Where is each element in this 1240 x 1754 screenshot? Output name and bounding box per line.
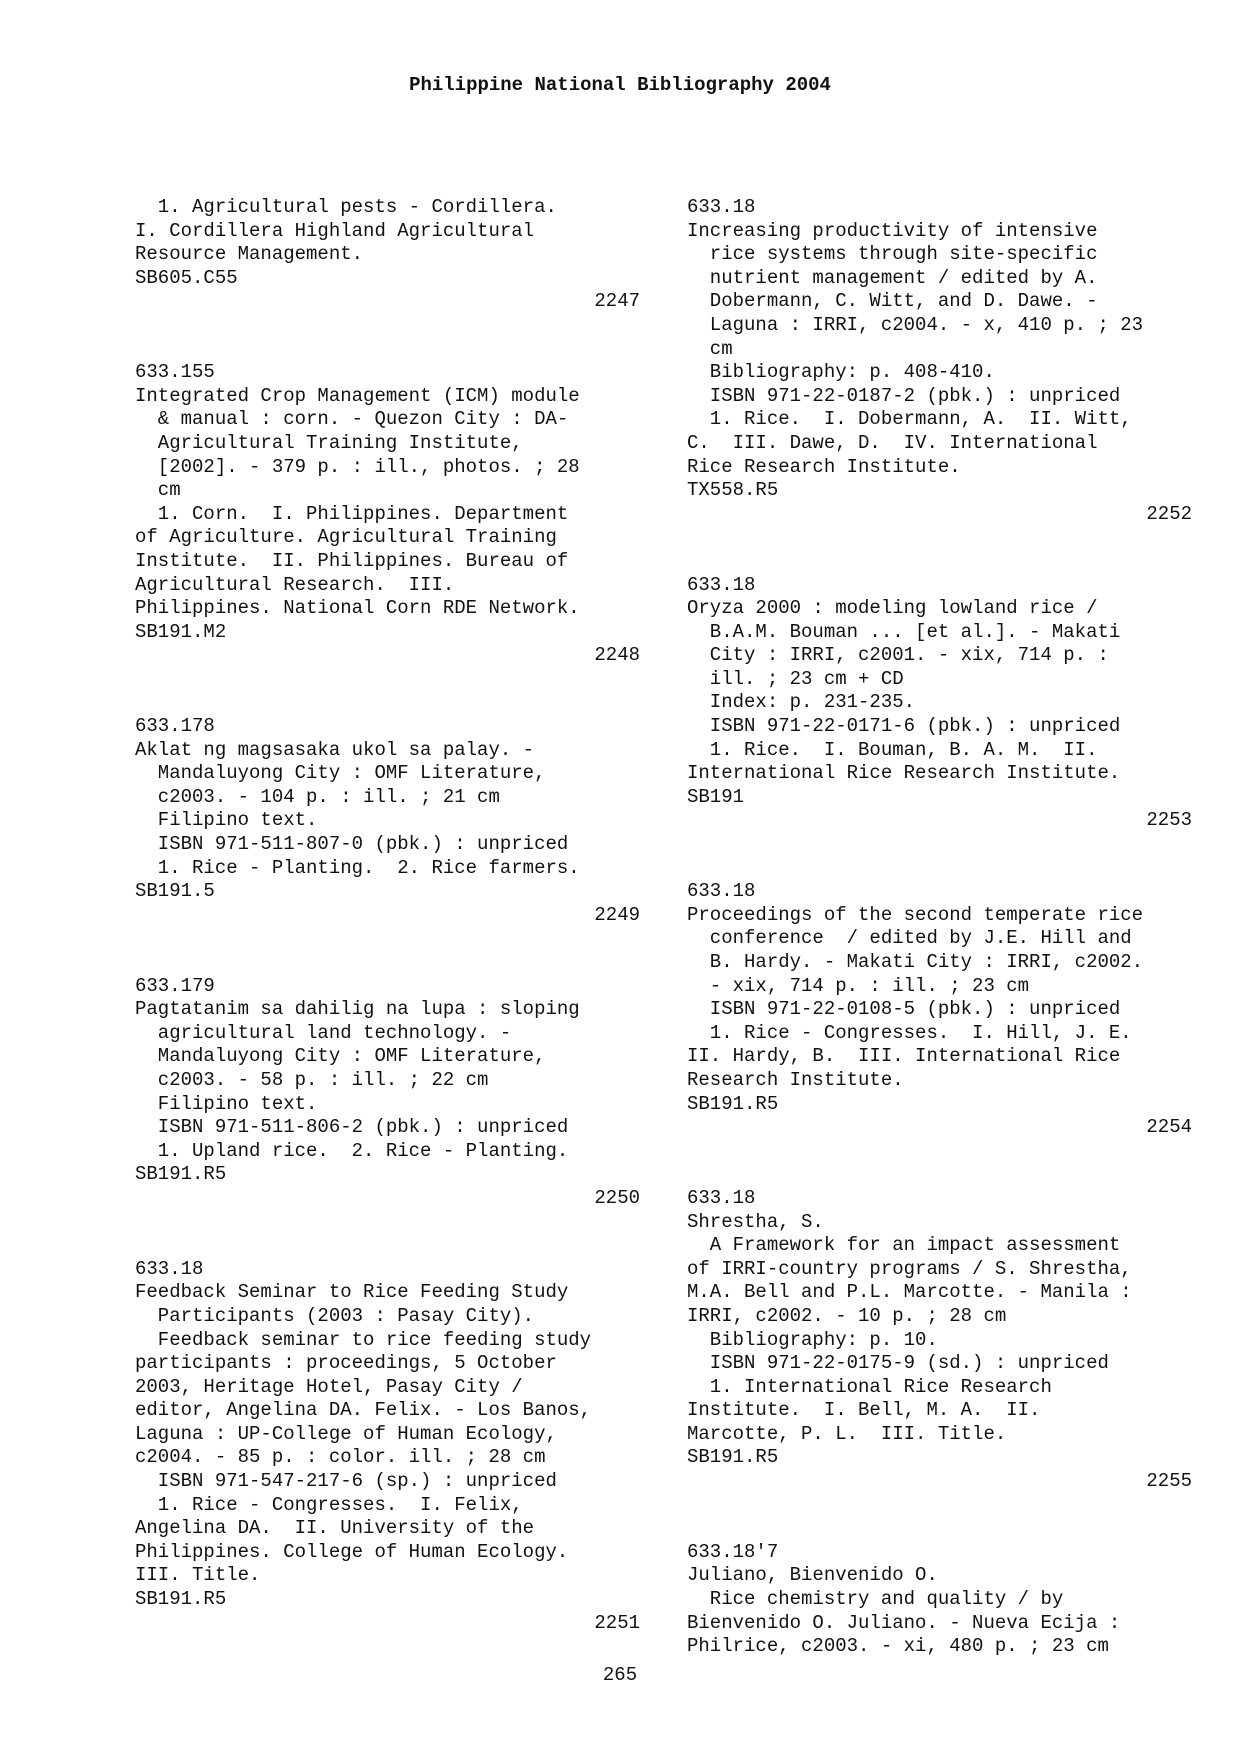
entry-line: Bibliography: p. 10. xyxy=(687,1328,938,1351)
entry-number: 2255 xyxy=(1146,1470,1192,1493)
right-column xyxy=(687,196,1192,1659)
entry-line: Angelina DA. II. University of the xyxy=(135,1517,535,1540)
entry-line: cm xyxy=(687,337,733,360)
entry-line: ISBN 971-511-807-0 (pbk.) : unpriced xyxy=(135,833,569,856)
entry-line: SB191.5 xyxy=(135,880,215,903)
entry-line: nutrient management / edited by A. xyxy=(687,266,1098,289)
entry-line: A Framework for an impact assessment xyxy=(687,1234,1121,1257)
entry-number: 2251 xyxy=(594,1611,640,1634)
entry-line: Agricultural Training Institute, xyxy=(135,431,523,454)
entry-line: 2003, Heritage Hotel, Pasay City / xyxy=(135,1375,523,1398)
entry-line: 1. Rice - Congresses. I. Felix, xyxy=(135,1493,523,1516)
bibliography-entry xyxy=(135,975,640,1211)
entry-line: c2003. - 58 p. : ill. ; 22 cm xyxy=(135,1068,489,1091)
entry-line: 1. Rice - Planting. 2. Rice farmers. xyxy=(135,856,580,879)
entry-line: agricultural land technology. - xyxy=(135,1021,512,1044)
entry-line: 633.179 xyxy=(135,974,215,997)
entry-line: ISBN 971-22-0175-9 (sd.) : unpriced xyxy=(687,1352,1109,1375)
bibliography-entry xyxy=(687,1187,1192,1494)
entry-line: participants : proceedings, 5 October xyxy=(135,1352,557,1375)
entry-line: ISBN 971-22-0108-5 (pbk.) : unpriced xyxy=(687,998,1121,1021)
entry-line: conference / edited by J.E. Hill and xyxy=(687,927,1132,950)
entry-line: International Rice Research Institute. xyxy=(687,762,1121,785)
entry-line: Participants (2003 : Pasay City). xyxy=(135,1304,535,1327)
entry-line: Bibliography: p. 408-410. xyxy=(687,361,995,384)
entry-line: Filipino text. xyxy=(135,1092,318,1115)
entry-line: II. Hardy, B. III. International Rice xyxy=(687,1045,1121,1068)
entry-line: 633.18 xyxy=(687,573,756,596)
entry-line: cm xyxy=(135,479,181,502)
bibliography-entry xyxy=(135,1258,640,1636)
entry-line: Shrestha, S. xyxy=(687,1210,824,1233)
entry-line: 633.18'7 xyxy=(687,1540,779,1563)
entry-line: C. III. Dawe, D. IV. International xyxy=(687,431,1098,454)
entry-line: ISBN 971-22-0187-2 (pbk.) : unpriced xyxy=(687,384,1121,407)
entry-line: - xix, 714 p. : ill. ; 23 cm xyxy=(687,974,1030,997)
entry-line: ISBN 971-22-0171-6 (pbk.) : unpriced xyxy=(687,715,1121,738)
entry-line: M.A. Bell and P.L. Marcotte. - Manila : xyxy=(687,1281,1132,1304)
entry-line: Pagtatanim sa dahilig na lupa : sloping xyxy=(135,998,580,1021)
entry-line: Research Institute. xyxy=(687,1068,904,1091)
entry-line: SB191 xyxy=(687,785,745,808)
entry-line: ISBN 971-511-806-2 (pbk.) : unpriced xyxy=(135,1116,569,1139)
page-number: 265 xyxy=(602,1664,638,1686)
entry-line: 1. Rice - Congresses. I. Hill, J. E. xyxy=(687,1021,1132,1044)
entry-line: rice systems through site-specific xyxy=(687,243,1098,266)
bibliography-entry xyxy=(135,715,640,927)
entry-line: Feedback Seminar to Rice Feeding Study xyxy=(135,1281,569,1304)
entry-line: Laguna : UP-College of Human Ecology, xyxy=(135,1422,557,1445)
bibliography-entry xyxy=(135,361,640,668)
entry-line: Aklat ng magsasaka ukol sa palay. - xyxy=(135,738,535,761)
entry-line: Filipino text. xyxy=(135,809,318,832)
entry-number: 2247 xyxy=(594,290,640,313)
entry-line: 1. Agricultural pests - Cordillera. xyxy=(135,196,557,218)
entry-line: III. Title. xyxy=(135,1564,261,1587)
entry-line: Feedback seminar to rice feeding study xyxy=(135,1328,592,1351)
entry-line: SB191.R5 xyxy=(687,1446,779,1469)
entry-line: TX558.R5 xyxy=(687,479,779,502)
entry-line: B.A.M. Bouman ... [et al.]. - Makati xyxy=(687,620,1121,643)
entry-line: 633.18 xyxy=(135,1257,204,1280)
left-column xyxy=(135,196,640,1635)
entry-number: 2253 xyxy=(1146,809,1192,832)
entry-line: 633.18 xyxy=(687,880,756,903)
entry-line: Increasing productivity of intensive xyxy=(687,219,1098,242)
entry-number: 2254 xyxy=(1146,1116,1192,1139)
entry-line: SB191.R5 xyxy=(135,1163,227,1186)
entry-line: 633.178 xyxy=(135,715,215,738)
entry-line: c2003. - 104 p. : ill. ; 21 cm xyxy=(135,785,500,808)
entry-line: 1. Upland rice. 2. Rice - Planting. xyxy=(135,1139,569,1162)
entry-line: Rice Research Institute. xyxy=(687,455,961,478)
entry-line: Mandaluyong City : OMF Literature, xyxy=(135,762,546,785)
entry-line: Marcotte, P. L. III. Title. xyxy=(687,1422,1007,1445)
entry-line: 633.18 xyxy=(687,1186,756,1209)
entry-line: ISBN 971-547-217-6 (sp.) : unpriced xyxy=(135,1470,557,1493)
entry-line: c2004. - 85 p. : color. ill. ; 28 cm xyxy=(135,1446,546,1469)
entry-line: Oryza 2000 : modeling lowland rice / xyxy=(687,597,1098,620)
page-title: Philippine National Bibliography 2004 xyxy=(409,74,831,96)
entry-line: 1. Corn. I. Philippines. Department xyxy=(135,502,569,525)
entry-line: Philrice, c2003. - xi, 480 p. ; 23 cm xyxy=(687,1635,1109,1658)
bibliography-entry xyxy=(687,196,1192,526)
entry-line: I. Cordillera Highland Agricultural xyxy=(135,219,535,242)
entry-line: Bienvenido O. Juliano. - Nueva Ecija : xyxy=(687,1611,1121,1634)
entry-line: & manual : corn. - Quezon City : DA- xyxy=(135,408,569,431)
entry-line: of Agriculture. Agricultural Training xyxy=(135,526,557,549)
entry-line: Integrated Crop Management (ICM) module xyxy=(135,384,580,407)
entry-line: SB191.R5 xyxy=(687,1092,779,1115)
entry-line: SB191.R5 xyxy=(135,1588,227,1611)
entry-line: Proceedings of the second temperate rice xyxy=(687,903,1144,926)
entry-number: 2252 xyxy=(1146,502,1192,525)
entry-line: [2002]. - 379 p. : ill., photos. ; 28 xyxy=(135,455,580,478)
entry-line: Index: p. 231-235. xyxy=(687,691,916,714)
bibliography-entry xyxy=(687,574,1192,834)
entry-line: Philippines. College of Human Ecology. xyxy=(135,1540,569,1563)
entry-line: Juliano, Bienvenido O. xyxy=(687,1564,938,1587)
entry-line: Rice chemistry and quality / by xyxy=(687,1588,1064,1611)
entry-line: Dobermann, C. Witt, and D. Dawe. - xyxy=(687,290,1098,313)
entry-line: 633.155 xyxy=(135,361,215,384)
entry-line: SB605.C55 xyxy=(135,266,238,289)
entry-number: 2248 xyxy=(594,644,640,667)
bibliography-entry xyxy=(687,1541,1192,1659)
entry-line: City : IRRI, c2001. - xix, 714 p. : xyxy=(687,644,1109,667)
entry-line: B. Hardy. - Makati City : IRRI, c2002. xyxy=(687,951,1144,973)
entry-line: Mandaluyong City : OMF Literature, xyxy=(135,1045,546,1068)
entry-line: 1. Rice. I. Dobermann, A. II. Witt, xyxy=(687,408,1132,431)
entry-line: Laguna : IRRI, c2004. - x, 410 p. ; 23 xyxy=(687,313,1144,336)
entry-line: SB191.M2 xyxy=(135,620,227,643)
entry-line: IRRI, c2002. - 10 p. ; 28 cm xyxy=(687,1304,1007,1327)
entry-line: Institute. I. Bell, M. A. II. xyxy=(687,1399,1041,1422)
entry-line: editor, Angelina DA. Felix. - Los Banos, xyxy=(135,1399,592,1422)
entry-line: of IRRI-country programs / S. Shrestha, xyxy=(687,1257,1132,1280)
entry-number: 2250 xyxy=(594,1186,640,1209)
entry-line: 633.18 xyxy=(687,196,756,218)
entry-line: Resource Management. xyxy=(135,243,364,266)
entry-line: 1. Rice. I. Bouman, B. A. M. II. xyxy=(687,738,1098,761)
entry-line: Philippines. National Corn RDE Network. xyxy=(135,597,580,620)
entry-line: 1. International Rice Research xyxy=(687,1375,1052,1398)
entry-line: ill. ; 23 cm + CD xyxy=(687,667,904,690)
entry-line: Agricultural Research. III. xyxy=(135,573,455,596)
entry-number: 2249 xyxy=(594,903,640,926)
bibliography-entry xyxy=(687,880,1192,1140)
bibliography-entry xyxy=(135,196,640,314)
entry-line: Institute. II. Philippines. Bureau of xyxy=(135,549,569,572)
